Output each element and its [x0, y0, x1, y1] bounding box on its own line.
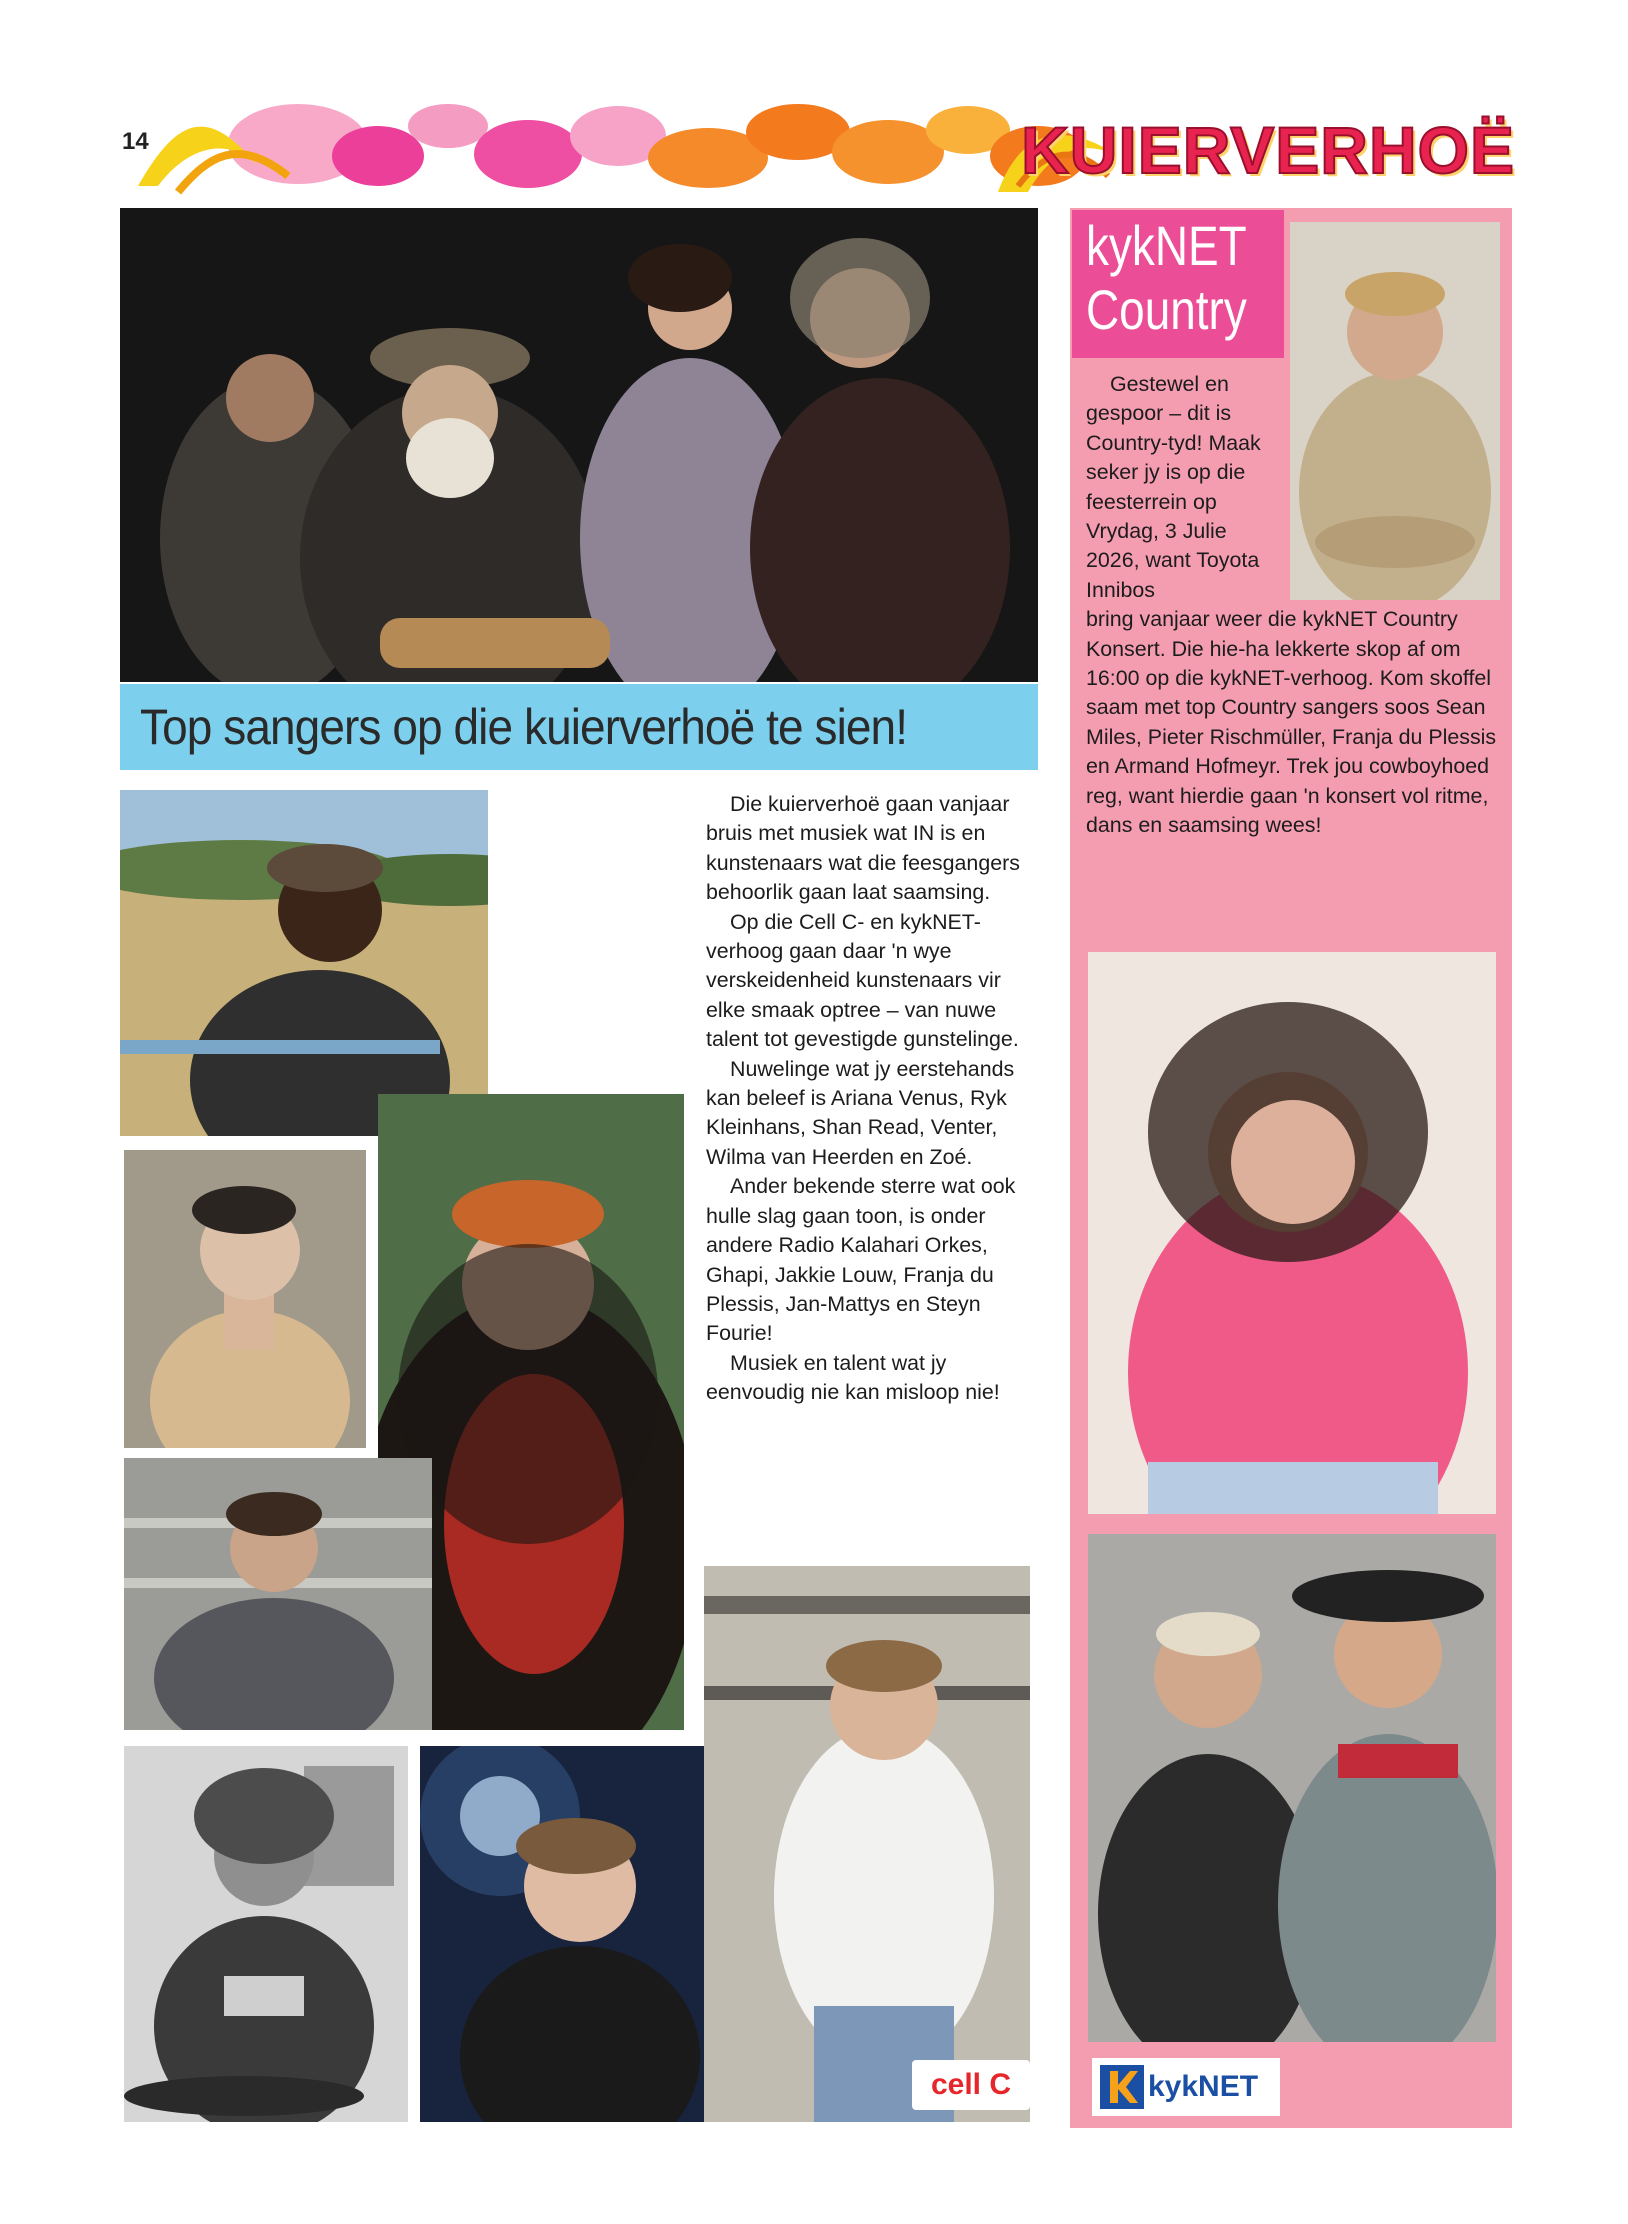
sidebar-paragraph-wide: bring vanjaar weer die kykNET Country Konsert. Die hie-ha lekkerte skop af om 16:00 op die kykNET-verhoog. Kom skoffel saam met top Country sangers soos Sean Miles, Pieter Rischmüller, Franja du Plessis en Armand Hofmeyr. Trek jou cowboyhoed reg, want hierdie gaan 'n konsert vol ritme, dans en saamsing wees! — [1086, 607, 1497, 838]
kyknet-logo-text: kykNET — [1148, 2070, 1259, 2103]
sidebar-paragraph-narrow: Gestewel en gespoor – dit is Country-tyd! Maak seker jy is op die feesterrein op Vrydag, 3 Julie 2026, want Toyota Innibos — [1086, 372, 1261, 602]
main-article-text — [706, 790, 1036, 1408]
main-headline: Top sangers op die kuierverhoë te sien! — [140, 699, 908, 755]
kyknet-logo — [1092, 2058, 1280, 2116]
section-title: KUIERVERHOË — [1021, 113, 1515, 187]
artist-photo-dark-shirt — [420, 1746, 716, 2122]
artist-photo-drummer — [124, 1746, 408, 2122]
sidebar-photo-woman-pink — [1088, 952, 1496, 1514]
artist-photo-curly-hair — [124, 1458, 432, 1730]
cellc-logo-text: cell C — [930, 2068, 1012, 2101]
sidebar-title-line-1: kykNET — [1086, 214, 1247, 277]
article-paragraph: Ander bekende sterre wat ook hulle slag gaan toon, is onder andere Radio Kalahari Orkes, Ghapi, Jakkie Louw, Franja du Plessis, Jan-Mattys en Steyn Fourie! — [706, 1174, 1016, 1346]
sidebar-title — [1086, 214, 1250, 342]
artist-photo-cap — [120, 790, 488, 1136]
artist-photo-short-hair — [124, 1150, 366, 1448]
sidebar-article-text — [1086, 370, 1504, 841]
cellc-logo — [912, 2060, 1030, 2110]
article-paragraph: Musiek en talent wat jy eenvoudig nie kan misloop nie! — [706, 1350, 1000, 1405]
article-paragraph: Op die Cell C- en kykNET-verhoog gaan daar 'n wye verskeidenheid kunstenaars vir elke smaak optree – van nuwe talent tot gevestigde gunstelinge. — [706, 909, 1019, 1052]
sidebar-title-line-2: Country — [1086, 278, 1247, 341]
article-paragraph: Die kuierverhoë gaan vanjaar bruis met musiek wat IN is en kunstenaars wat die feesgangers behoorlik gaan laat saamsing. — [706, 792, 1020, 905]
sidebar-photo-two-men — [1088, 1534, 1496, 2042]
article-paragraph: Nuwelinge wat jy eerstehands kan beleef is Ariana Venus, Ryk Kleinhans, Shan Read, Venter, Wilma van Heerden en Zoé. — [706, 1056, 1015, 1169]
page-number: 14 — [122, 128, 149, 155]
hero-band-photo — [120, 208, 1038, 682]
artist-photo-white-tshirt — [704, 1566, 1030, 2122]
kyknet-k-icon — [1100, 2065, 1144, 2109]
